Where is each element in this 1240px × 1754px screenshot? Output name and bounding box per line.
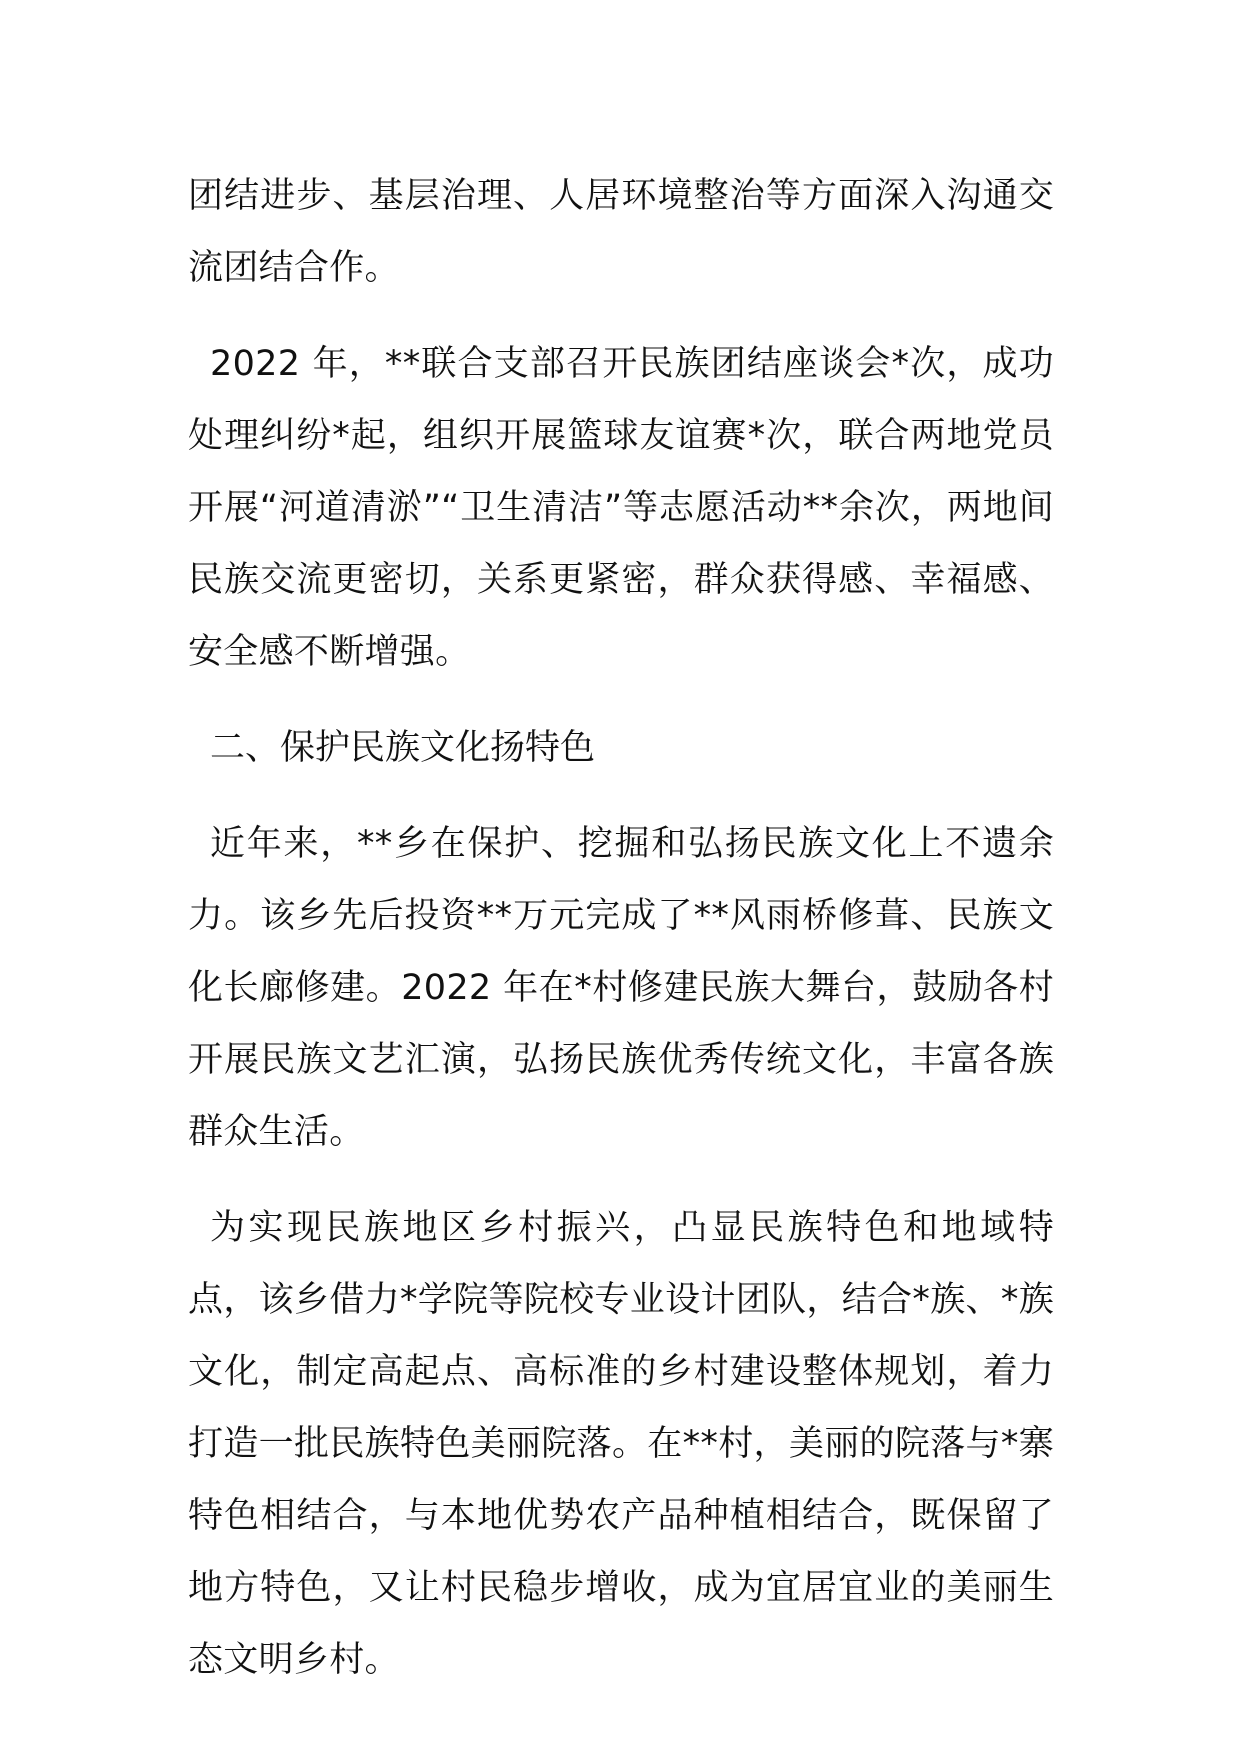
paragraph-culture-protection: 近年来，**乡在保护、挖掘和弘扬民族文化上不遗余力。该乡先后投资**万元完成了**风雨桥修葺、民族文化长廊修建。2022 年在*村修建民族大舞台，鼓励各村开展民族文艺汇演，弘扬民族优秀传统文化，丰富各族群众生活。	[188, 824, 1054, 1152]
section-heading: 二、保护民族文化扬特色	[210, 728, 596, 768]
paragraph-2022-summary: 2022 年，**联合支部召开民族团结座谈会*次，成功处理纠纷*起，组织开展篮球友谊赛*次，联合两地党员开展“河道清淤”“卫生清洁”等志愿活动**余次，两地间民族交流更密切，关系更紧密，群众获得感、幸福感、安全感不断增强。	[188, 344, 1054, 672]
document-body	[188, 160, 1054, 1720]
paragraph-continuation: 团结进步、基层治理、人居环境整治等方面深入沟通交流团结合作。	[188, 176, 1054, 288]
paragraph-rural-revitalization: 为实现民族地区乡村振兴，凸显民族特色和地域特点，该乡借力*学院等院校专业设计团队，结合*族、*族文化，制定高起点、高标准的乡村建设整体规划，着力打造一批民族特色美丽院落。在**村，美丽的院落与*寨特色相结合，与本地优势农产品种植相结合，既保留了地方特色，又让村民稳步增收，成为宜居宜业的美丽生态文明乡村。	[188, 1208, 1054, 1680]
